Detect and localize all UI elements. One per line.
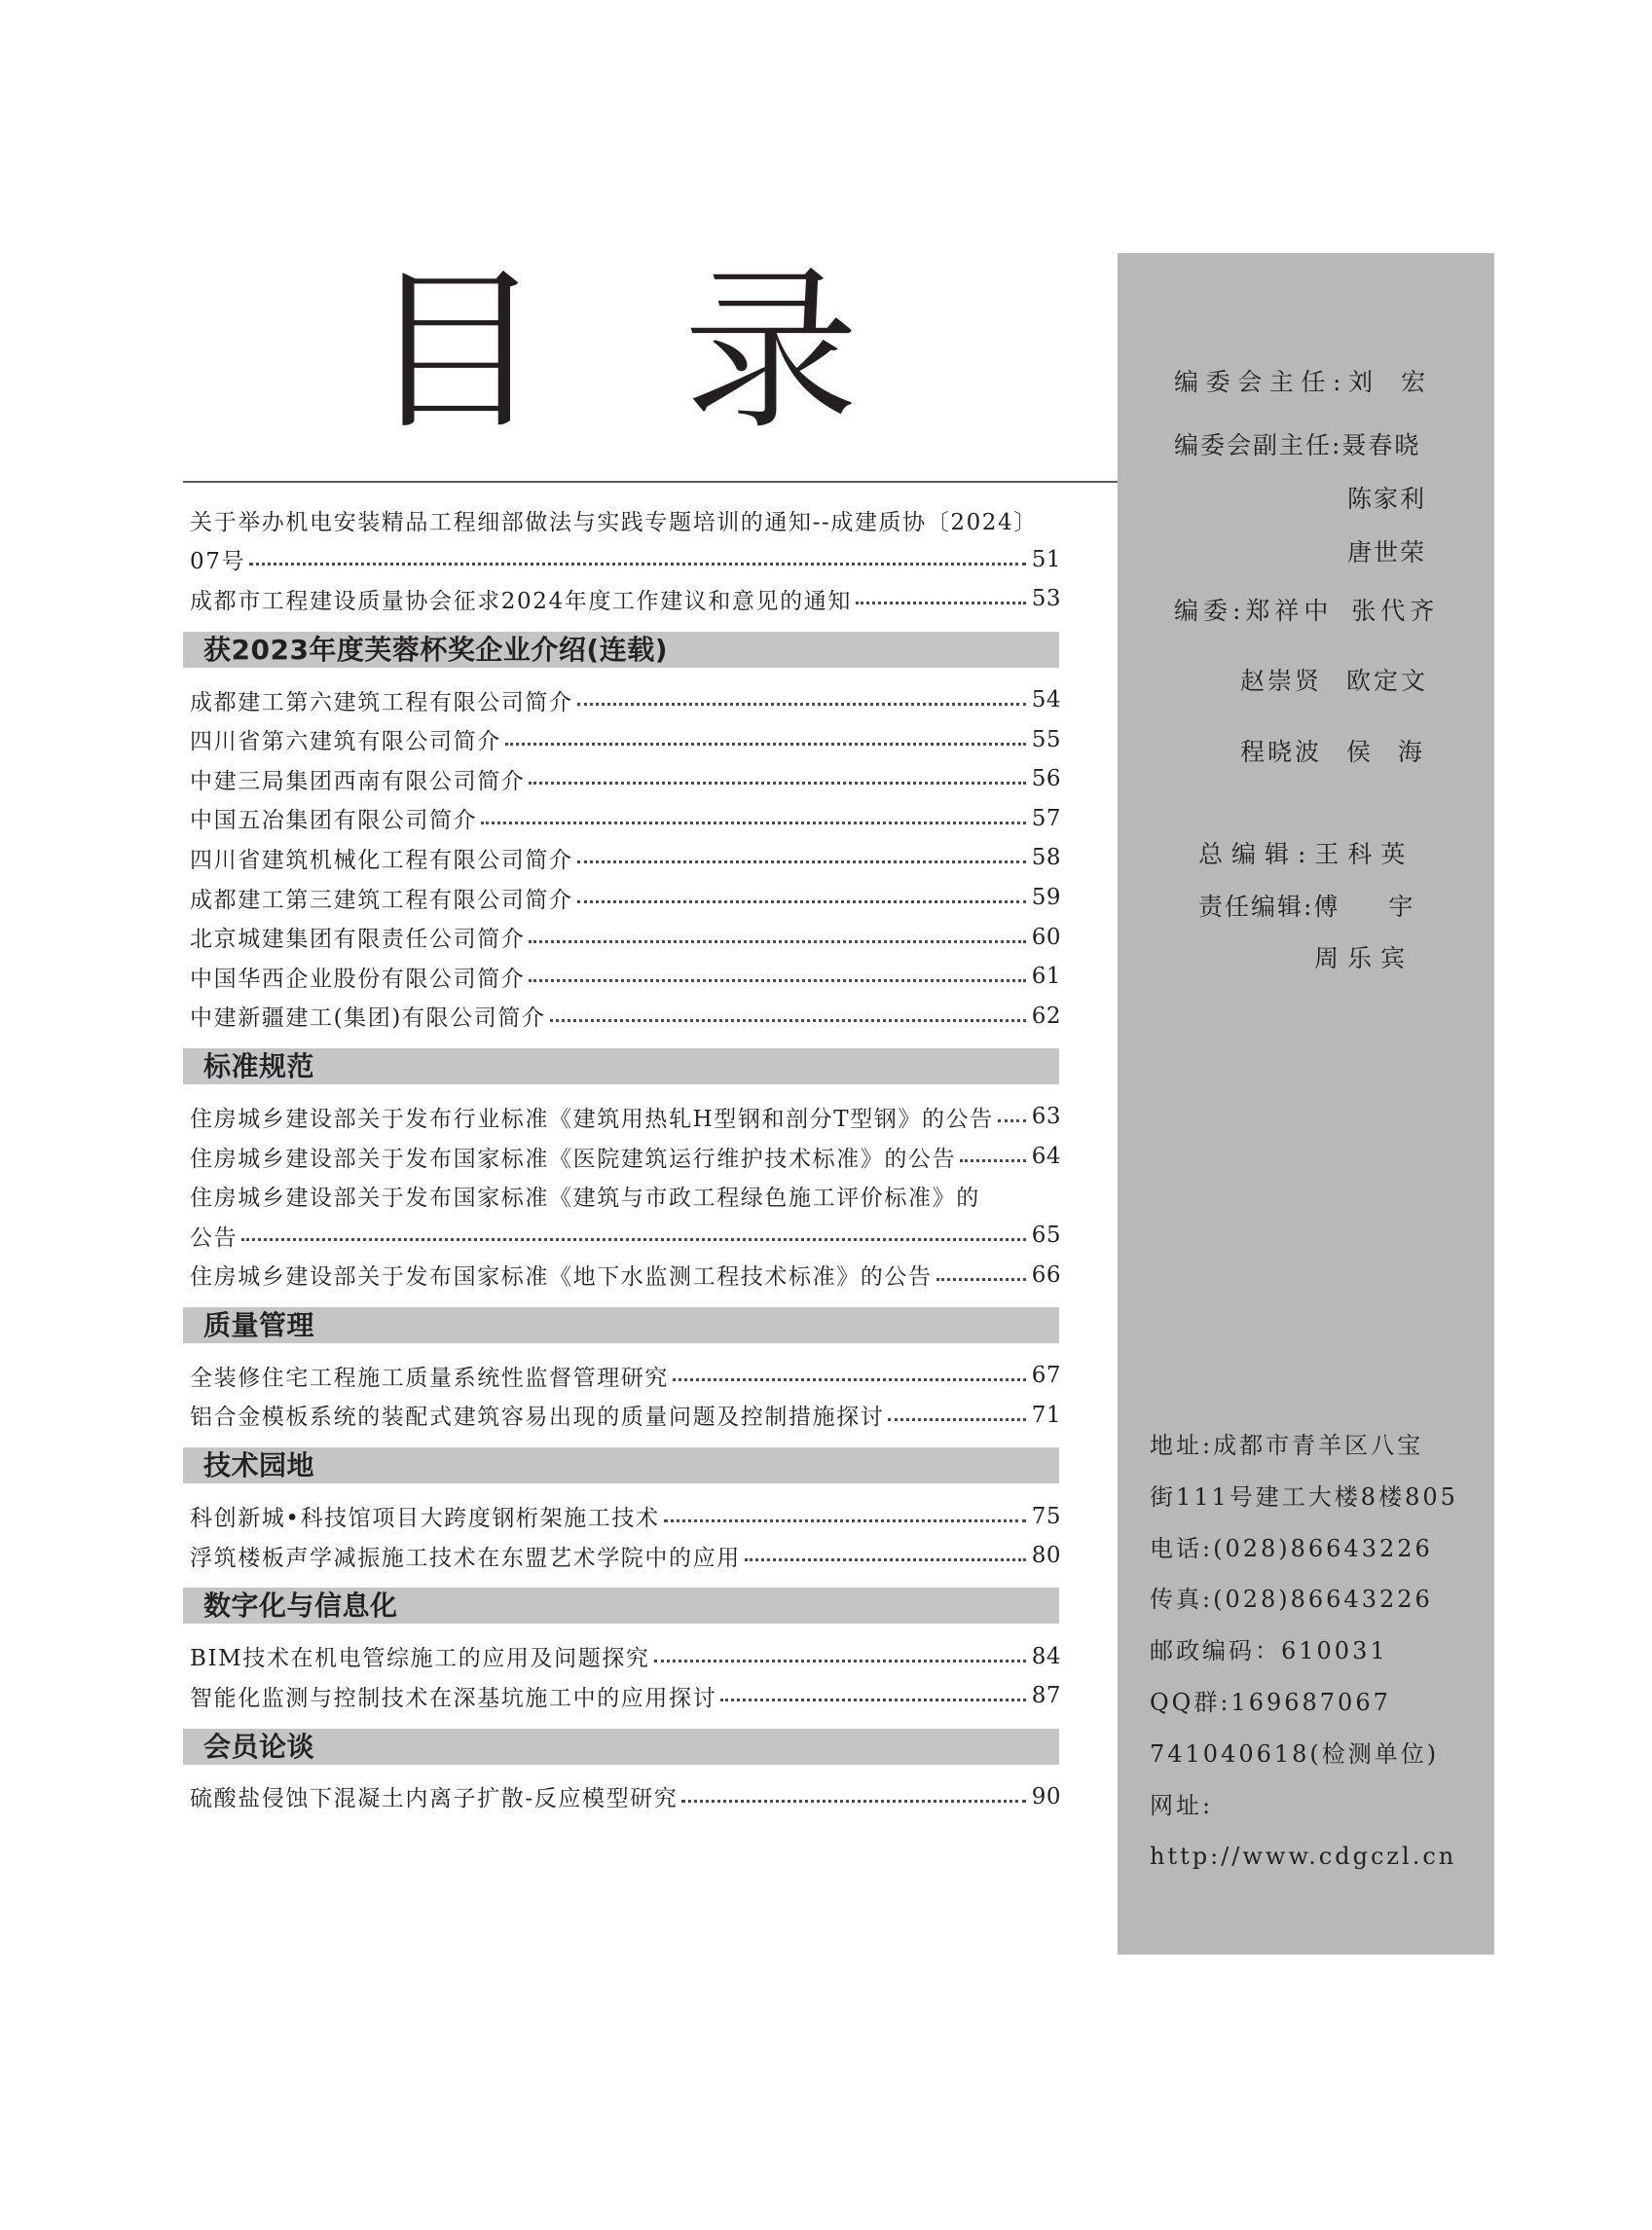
page-number: 90 <box>1031 1783 1061 1810</box>
dot-leader <box>529 940 1025 943</box>
contact-line: 741040618(检测单位) <box>1150 1739 1440 1768</box>
toc-entry-title: 中国五冶集团有限公司简介 <box>190 808 478 834</box>
toc-entry-title: 全装修住宅工程施工质量系统性监督管理研究 <box>190 1365 669 1391</box>
page-number: 53 <box>1031 586 1061 612</box>
toc-entry <box>183 1777 1061 1817</box>
contact-line: QQ群:169687067 <box>1150 1688 1391 1716</box>
masthead-line: 唐世荣 <box>1347 538 1427 567</box>
toc-entry-title: 成都市工程建设质量协会征求2024年度工作建议和意见的通知 <box>190 588 852 614</box>
toc-entry-title: 成都建工第三建筑工程有限公司简介 <box>190 887 573 913</box>
toc-entry-title: 中国华西企业股份有限公司简介 <box>190 966 526 992</box>
dot-leader <box>720 1699 1026 1701</box>
dot-leader <box>505 743 1026 746</box>
toc-entry <box>183 500 1061 540</box>
page-number: 63 <box>1031 1104 1061 1130</box>
section-heading: 质量管理 <box>183 1307 1059 1343</box>
toc-entry-title: 浮筑楼板声学减振施工技术在东盟艺术学院中的应用 <box>190 1545 741 1571</box>
toc-entry <box>183 680 1061 720</box>
contact-line: 网址: <box>1150 1791 1214 1819</box>
contact-line: 邮政编码：610031 <box>1150 1637 1388 1665</box>
page-number: 55 <box>1031 726 1061 752</box>
section-heading: 获2023年度芙蓉杯奖企业介绍(连载) <box>183 632 1059 668</box>
dot-leader <box>998 1119 1026 1122</box>
toc-entry <box>183 997 1061 1037</box>
page-number: 60 <box>1031 924 1061 950</box>
toc-entry-title: 关于举办机电安装精品工程细部做法与实践专题培训的通知--成建质协〔2024〕 <box>190 509 1038 535</box>
dot-leader <box>577 900 1026 903</box>
dot-leader <box>856 602 1026 604</box>
page-number: 56 <box>1031 766 1061 792</box>
page-number: 71 <box>1031 1402 1061 1428</box>
masthead-line: 总编辑:王科英 <box>1198 840 1414 868</box>
dot-leader <box>550 1019 1026 1022</box>
toc-entry-title: 中建三局集团西南有限公司简介 <box>190 768 526 794</box>
section-heading: 标准规范 <box>183 1048 1059 1084</box>
dot-leader <box>249 563 1026 566</box>
toc-entry <box>183 579 1061 619</box>
dot-leader <box>654 1660 1026 1663</box>
section-heading: 数字化与信息化 <box>183 1588 1059 1624</box>
masthead-line: 编委会副主任:聂春晓 <box>1174 431 1421 459</box>
dot-leader <box>481 822 1026 824</box>
dot-leader <box>888 1418 1025 1421</box>
website-url: http://www.cdgczl.cn <box>1150 1843 1457 1871</box>
page-number: 58 <box>1031 845 1061 871</box>
page-number: 57 <box>1031 805 1061 831</box>
toc-entry-title: 成都建工第六建筑工程有限公司简介 <box>190 689 573 715</box>
contact-line: 传真:(028)86643226 <box>1150 1586 1433 1614</box>
toc-entry <box>183 1676 1061 1716</box>
section-heading: 技术园地 <box>183 1447 1059 1483</box>
page-number: 66 <box>1031 1261 1061 1288</box>
toc-entry-title: 四川省第六建筑有限公司简介 <box>190 729 501 755</box>
title-rule <box>183 481 1118 483</box>
dot-leader <box>960 1159 1026 1162</box>
table-of-contents <box>183 500 1061 1816</box>
page-title-char: 录 <box>683 250 860 454</box>
toc-entry-title: 四川省建筑机械化工程有限公司简介 <box>190 847 573 873</box>
masthead-line: 程晓波 侯 海 <box>1240 738 1425 766</box>
toc-entry-title: 住房城乡建设部关于发布国家标准《医院建筑运行维护技术标准》的公告 <box>190 1146 957 1172</box>
page-number: 84 <box>1031 1643 1061 1669</box>
toc-entry-title: 铝合金模板系统的装配式建筑容易出现的质量问题及控制措施探讨 <box>190 1405 885 1431</box>
page-number: 61 <box>1031 964 1061 990</box>
page-number: 54 <box>1031 687 1061 713</box>
contact-info <box>1150 1420 1490 1883</box>
toc-entry <box>183 1097 1061 1137</box>
toc-entry-title: 住房城乡建设部关于发布行业标准《建筑用热轧H型钢和剖分T型钢》的公告 <box>190 1106 994 1132</box>
contact-line: 电话:(028)86643226 <box>1150 1534 1433 1562</box>
page-title-char: 目 <box>368 250 544 454</box>
toc-entry <box>183 1356 1061 1396</box>
toc-entry <box>183 1496 1061 1536</box>
toc-entry-title: 智能化监测与控制技术在深基坑施工中的应用探讨 <box>190 1685 717 1711</box>
toc-entry-title: 科创新城•科技馆项目大跨度钢桁架施工技术 <box>190 1506 660 1532</box>
dot-leader <box>664 1519 1026 1522</box>
toc-entry <box>183 719 1061 759</box>
toc-entry-title: 07号 <box>190 549 246 575</box>
toc-entry <box>183 1176 1061 1216</box>
toc-entry <box>183 1256 1061 1296</box>
dot-leader <box>577 703 1026 706</box>
contact-line: 地址:成都市青羊区八宝 <box>1150 1432 1424 1459</box>
toc-entry-title: 住房城乡建设部关于发布国家标准《地下水监测工程技术标准》的公告 <box>190 1264 933 1291</box>
masthead-line: 陈家利 <box>1347 485 1427 513</box>
page-number: 65 <box>1031 1223 1061 1249</box>
dot-leader <box>673 1378 1026 1381</box>
page-number: 80 <box>1031 1543 1061 1569</box>
page-number: 62 <box>1031 1003 1061 1029</box>
toc-entry <box>183 799 1061 839</box>
masthead-line: 周乐宾 <box>1314 944 1414 972</box>
masthead-line: 责任编辑:傅 宇 <box>1198 893 1415 921</box>
toc-entry-title: BIM技术在机电管综施工的应用及问题探究 <box>190 1646 650 1672</box>
dot-leader <box>577 860 1026 863</box>
toc-entry-title: 中建新疆建工(集团)有限公司简介 <box>190 1005 546 1032</box>
toc-entry <box>183 1137 1061 1177</box>
toc-entry-continuation <box>183 1216 1061 1256</box>
contact-line: 街111号建工大楼8楼805 <box>1150 1482 1458 1511</box>
page-number: 75 <box>1031 1503 1061 1529</box>
page-number: 87 <box>1031 1683 1061 1709</box>
toc-entry <box>183 957 1061 997</box>
toc-entry <box>183 878 1061 918</box>
toc-entry-title: 公告 <box>190 1225 239 1251</box>
masthead-line: 编委:郑祥中 张代齐 <box>1174 597 1440 625</box>
dot-leader <box>241 1238 1026 1241</box>
toc-entry <box>183 838 1061 878</box>
toc-entry-continuation <box>183 540 1061 580</box>
masthead-line: 赵崇贤 欧定文 <box>1240 667 1428 695</box>
toc-entry <box>183 917 1061 957</box>
masthead-line: 编委会主任:刘 宏 <box>1174 368 1433 396</box>
toc-entry <box>183 1396 1061 1436</box>
page-number: 67 <box>1031 1363 1061 1389</box>
toc-entry-title: 住房城乡建设部关于发布国家标准《建筑与市政工程绿色施工评价标准》的 <box>190 1186 980 1212</box>
section-heading: 会员论谈 <box>183 1729 1059 1765</box>
dot-leader <box>745 1558 1026 1561</box>
toc-entry <box>183 1636 1061 1676</box>
toc-entry <box>183 1536 1061 1576</box>
page-number: 59 <box>1031 885 1061 911</box>
toc-entry-title: 硫酸盐侵蚀下混凝土内离子扩散-反应模型研究 <box>190 1786 679 1812</box>
page-number: 51 <box>1031 546 1061 572</box>
dot-leader <box>681 1800 1025 1803</box>
toc-entry-title: 北京城建集团有限责任公司简介 <box>190 927 526 953</box>
page-number: 64 <box>1031 1144 1061 1170</box>
toc-entry <box>183 759 1061 799</box>
dot-leader <box>529 782 1025 785</box>
dot-leader <box>529 979 1025 982</box>
dot-leader <box>936 1278 1026 1281</box>
